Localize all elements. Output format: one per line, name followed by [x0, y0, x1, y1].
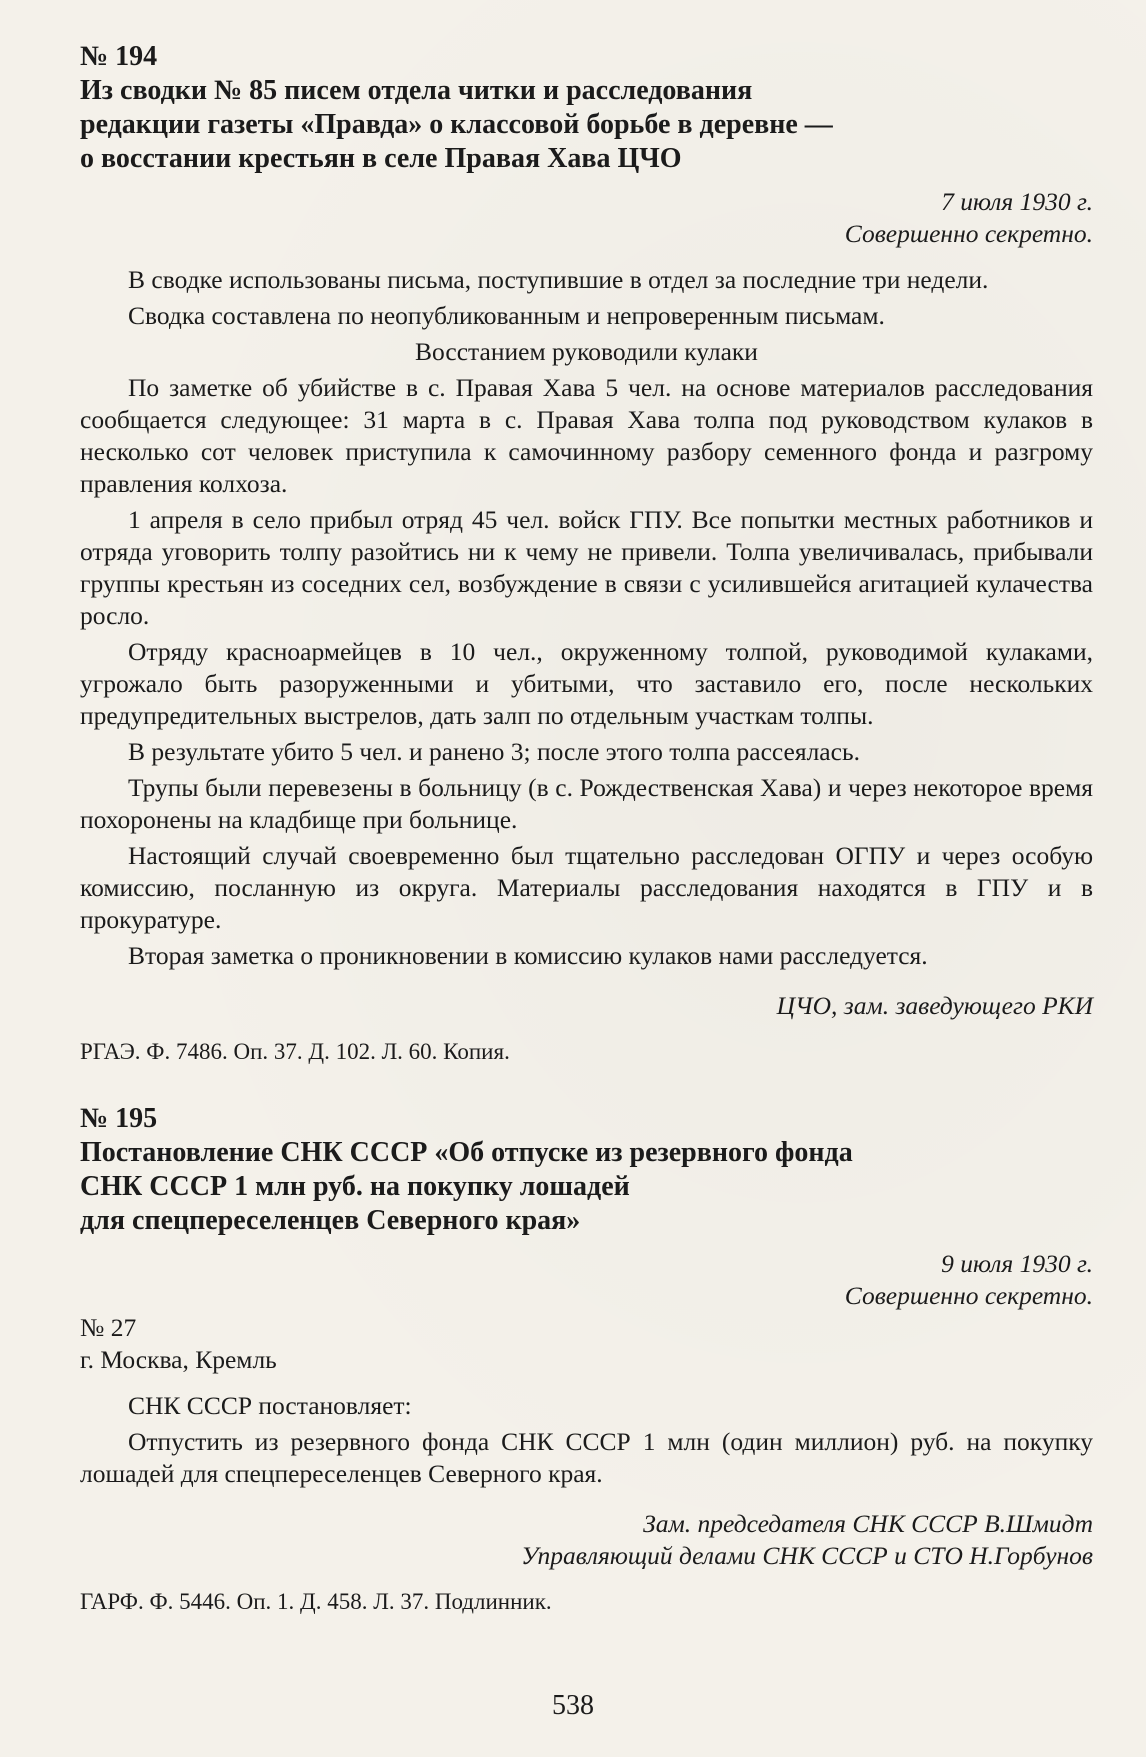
doc-194-signature: ЦЧО, зам. заведующего РКИ — [776, 991, 1093, 1020]
doc-194-paragraph: Отряду красноармейцев в 10 чел., окруженному толпой, руководимой кулаками, угрожало быть разоруженными и убитыми, что заставило его, после нескольких предупредительных выстрелов, дать залп по отдельным участкам толпы. — [80, 637, 1093, 730]
doc-195-secrecy: Совершенно секретно. — [844, 1281, 1093, 1310]
doc-194-title — [80, 74, 1093, 176]
doc-195-resolves: СНК СССР постановляет: — [128, 1391, 412, 1420]
doc-194-paragraph: По заметке об убийстве в с. Правая Хава 5 чел. на основе материалов расследования сообщается следующее: 31 марта в с. Правая Хава толпа под руководством кулаков в несколько сот человек приступила к самочинному разбору семенного фонда и разгрому правления колхоза. — [80, 373, 1093, 498]
doc-194-title-line: о восстании крестьян в селе Правая Хава ЦЧО — [80, 143, 682, 174]
doc-195-reg-number: № 27 — [80, 1313, 137, 1342]
doc-195-date: 9 июля 1930 г. — [941, 1249, 1093, 1278]
doc-194-date: 7 июля 1930 г. — [941, 187, 1093, 216]
doc-194-paragraph: Трупы были перевезены в больницу (в с. Рождественская Хава) и через некоторое время похоронены на кладбище при больнице. — [80, 773, 1093, 834]
doc-194-title-line: редакции газеты «Правда» о классовой борьбе в деревне — — [80, 109, 833, 140]
doc-195-signature: Управляющий делами СНК СССР и СТО Н.Горбунов — [521, 1541, 1093, 1570]
doc-194-intro: В сводке использованы письма, поступившие в отдел за последние три недели. — [128, 265, 989, 294]
doc-195-title-line: для спецпереселенцев Северного края» — [80, 1205, 581, 1236]
doc-195-title — [80, 1136, 1093, 1238]
doc-194-subheading: Восстанием руководили кулаки — [415, 337, 758, 366]
doc-194-paragraph: Вторая заметка о проникновении в комиссию кулаков нами расследуется. — [128, 941, 928, 970]
doc-194-number: № 194 — [80, 41, 158, 72]
doc-195-source: ГАРФ. Ф. 5446. Оп. 1. Д. 458. Л. 37. Подлинник. — [80, 1589, 552, 1614]
doc-194-intro: Сводка составлена по неопубликованным и непроверенным письмам. — [128, 301, 885, 330]
doc-195-number: № 195 — [80, 1103, 158, 1134]
doc-194-paragraph: Настоящий случай своевременно был тщательно расследован ОГПУ и через особую комиссию, посланную из округа. Материалы расследования находятся в ГПУ и в прокуратуре. — [80, 841, 1093, 934]
doc-194-paragraph: В результате убито 5 чел. и ранено 3; после этого толпа рассеялась. — [128, 737, 860, 766]
doc-195-signature: Зам. председателя СНК СССР В.Шмидт — [643, 1509, 1093, 1538]
doc-194-title-line: Из сводки № 85 писем отдела читки и расследования — [80, 75, 753, 106]
document-195 — [80, 1102, 1093, 1618]
page-number: 538 — [552, 1690, 594, 1721]
document-194 — [80, 40, 1093, 1068]
doc-195-title-line: СНК СССР 1 млн руб. на покупку лошадей — [80, 1171, 630, 1202]
doc-195-place: г. Москва, Кремль — [80, 1345, 277, 1374]
doc-195-body: Отпустить из резервного фонда СНК СССР 1 млн (один миллион) руб. на покупку лошадей для спецпереселенцев Северного края. — [80, 1427, 1093, 1488]
doc-194-source: РГАЭ. Ф. 7486. Оп. 37. Д. 102. Л. 60. Копия. — [80, 1039, 510, 1064]
doc-194-secrecy: Совершенно секретно. — [844, 219, 1093, 248]
doc-194-paragraph: 1 апреля в село прибыл отряд 45 чел. войск ГПУ. Все попытки местных работников и отряда уговорить толпу разойтись ни к чему не привели. Толпа увеличивалась, прибывали группы крестьян из соседних сел, возбуждение в связи с усилившейся агитацией кулачества росло. — [80, 505, 1093, 630]
doc-195-title-line: Постановление СНК СССР «Об отпуске из резервного фонда — [80, 1137, 853, 1168]
